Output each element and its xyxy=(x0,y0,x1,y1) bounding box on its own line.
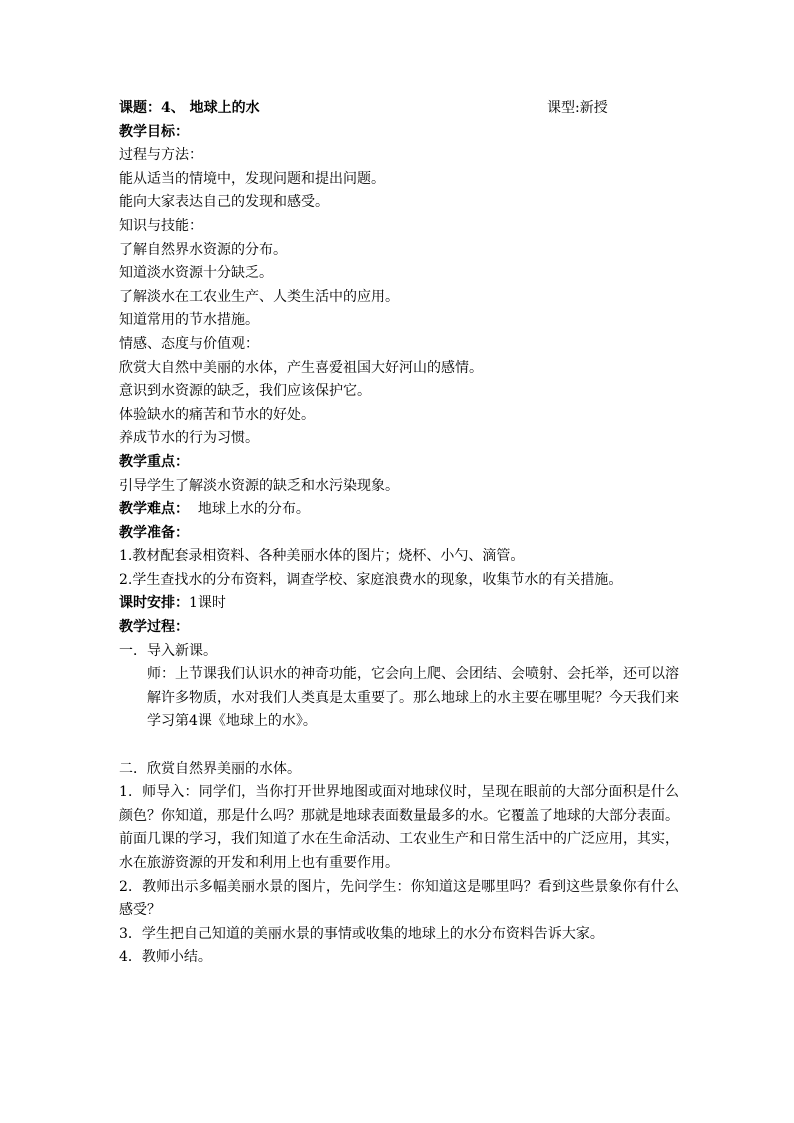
step-paragraph: 3．学生把自己知道的美丽水景的事情或收集的地球上的水分布资料告诉大家。 xyxy=(119,925,604,942)
step-paragraph: 师：上节课我们认识水的神奇功能，它会向上爬、会团结、会喷射、会托举，还可以溶解许多物质，水对我们人类真是太重要了。那么地球上的水主要在哪里呢？今天我们来学习第4课《地球上的水》。 xyxy=(147,666,679,730)
process-method-heading: 过程与方法： xyxy=(119,147,203,164)
title-row xyxy=(119,97,679,121)
key-point-text: 引导学生了解淡水资源的缺乏和水污染现象。 xyxy=(119,477,399,494)
preparation-heading: 教学准备： xyxy=(119,524,189,541)
preparation-item: 1.教材配套录相资料、各种美丽水体的图片；烧杯、小勺、滴管。 xyxy=(119,548,525,565)
difficulty-text: 地球上水的分布。 xyxy=(189,501,310,518)
objective-item: 养成节水的行为习惯。 xyxy=(119,430,259,447)
schedule-row xyxy=(119,592,679,616)
schedule-heading: 课时安排： xyxy=(119,595,189,612)
step-paragraph: 2．教师出示多幅美丽水景的图片，先问学生：你知道这是哪里吗？看到这些景象你有什么感受？ xyxy=(119,878,679,919)
step-paragraph: 1．师导入：同学们，当你打开世界地图或面对地球仪时，呈现在眼前的大部分面积是什么颜色？你知道，那是什么吗？那就是地球表面数量最多的水。它覆盖了地球的大部分表面。前面几课的学习，我们知道了水在生命活动、工农业生产和日常生活中的广泛应用，其实，水在旅游资源的开发和利用上也有重要作用。 xyxy=(119,784,679,871)
step-title: 二．欣赏自然界美丽的水体。 xyxy=(119,760,301,777)
attitude-heading: 情感、态度与价值观： xyxy=(119,335,259,352)
spacer xyxy=(119,734,679,758)
knowledge-heading: 知识与技能： xyxy=(119,217,203,234)
objective-item: 欣赏大自然中美丽的水体，产生喜爱祖国大好河山的感情。 xyxy=(119,359,483,376)
lesson-title: 课题：4、 地球上的水 xyxy=(119,100,260,116)
objective-item: 能向大家表达自己的发现和感受。 xyxy=(119,194,329,211)
step-paragraph: 4．教师小结。 xyxy=(119,949,212,966)
objective-item: 体验缺水的痛苦和节水的好处。 xyxy=(119,406,315,423)
preparation-item: 2.学生查找水的分布资料，调查学校、家庭浪费水的现象，收集节水的有关措施。 xyxy=(119,571,623,588)
objective-item: 了解自然界水资源的分布。 xyxy=(119,241,287,258)
objective-item: 了解淡水在工农业生产、人类生活中的应用。 xyxy=(119,288,399,305)
objective-item: 能从适当的情境中，发现问题和提出问题。 xyxy=(119,170,385,187)
process-heading: 教学过程： xyxy=(119,619,189,636)
objective-item: 知道淡水资源十分缺乏。 xyxy=(119,265,273,282)
key-point-heading: 教学重点： xyxy=(119,453,189,470)
schedule-text: 1课时 xyxy=(189,595,226,612)
difficulty-heading: 教学难点： xyxy=(119,501,189,518)
objective-item: 意识到水资源的缺乏，我们应该保护它。 xyxy=(119,383,371,400)
objective-item: 知道常用的节水措施。 xyxy=(119,312,259,329)
difficulty-row xyxy=(119,498,679,522)
document-page xyxy=(119,97,679,970)
objectives-heading: 教学目标： xyxy=(119,123,189,140)
step-title: 一．导入新课。 xyxy=(119,642,217,659)
lesson-type: 课型:新授 xyxy=(547,100,608,116)
